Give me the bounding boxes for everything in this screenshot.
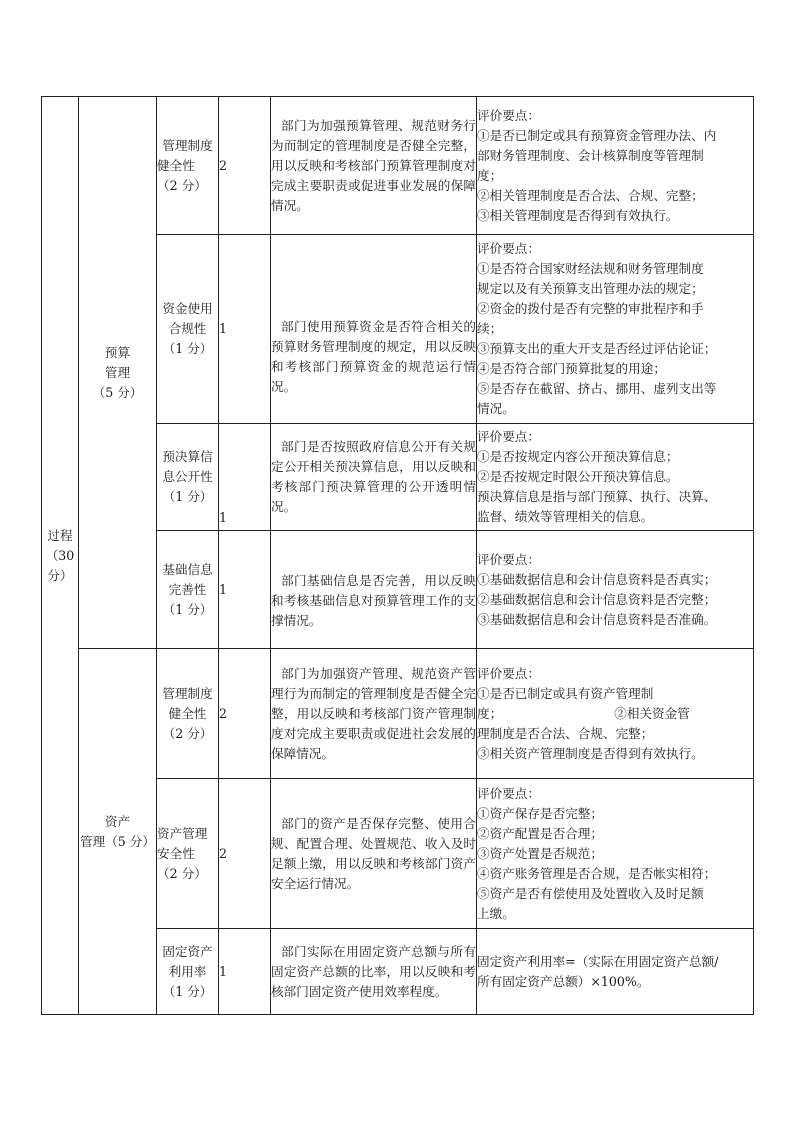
level2-indicator-cell bbox=[79, 649, 157, 1015]
criteria-line: ③相关资产管理制度是否得到有效执行。 bbox=[477, 745, 704, 761]
table-row bbox=[42, 97, 754, 235]
score-cell: 2 bbox=[219, 779, 271, 929]
criteria-line: ②相关管理制度是否合法、合规、完整； bbox=[477, 187, 704, 203]
indicator-line: 息公开性 bbox=[162, 469, 213, 484]
criteria-line: ②资产配置是否合理； bbox=[477, 825, 603, 841]
indicator-line: 资金使用 bbox=[162, 301, 213, 316]
level1-indicator-cell bbox=[42, 97, 79, 1015]
criteria-line: ③资产处置是否规范； bbox=[477, 845, 603, 861]
level2-indicator-cell bbox=[79, 97, 157, 649]
description-cell: 部门的资产是否保存完整、使用合规、配置合理、处置规范、收入及时足额上缴，用以反映和考核部门资产安全运行情况。 bbox=[271, 779, 477, 929]
level3-indicator-cell bbox=[157, 531, 219, 649]
indicator-line: 基础信息 bbox=[162, 561, 213, 577]
level2-line: 预算 bbox=[104, 344, 131, 360]
table-row bbox=[42, 649, 754, 779]
criteria-line: 度； ②相关资金管 bbox=[477, 705, 690, 721]
criteria-cell bbox=[477, 531, 754, 649]
level2-line: 管理 bbox=[104, 364, 131, 380]
criteria-line: 评价要点： bbox=[477, 665, 540, 681]
indicator-line: （2 分） bbox=[162, 725, 213, 741]
indicator-line: 利用率 bbox=[168, 963, 207, 979]
indicator-line: 管理制度 bbox=[162, 137, 213, 153]
level3-indicator-cell bbox=[157, 649, 219, 779]
indicator-line: （1 分） bbox=[162, 601, 213, 617]
criteria-cell bbox=[477, 424, 754, 531]
description-cell: 部门实际在用固定资产总额与所有固定资产总额的比率，用以反映和考核部门固定资产使用效率程度。 bbox=[271, 929, 477, 1015]
indicator-line: 合规性 bbox=[168, 321, 207, 336]
indicator-line: 完善性 bbox=[168, 581, 207, 597]
description-cell: 部门为加强预算管理、规范财务行为而制定的管理制度是否健全完整，用以反映和考核部门预算管理制度对完成主要职责或促进事业发展的保障情况。 bbox=[271, 97, 477, 235]
level3-indicator-cell bbox=[157, 779, 219, 929]
level2-line: 管理（5 分） bbox=[80, 833, 155, 849]
criteria-line: ④是否符合部门预算批复的用途； bbox=[477, 361, 666, 376]
level2-line: 资产 bbox=[104, 813, 131, 829]
indicator-line: （1 分） bbox=[162, 983, 213, 999]
criteria-line: ⑤资产是否有偿使用及处置收入及时足额 bbox=[477, 885, 704, 901]
description-cell: 部门为加强资产管理、规范资产管理行为而制定的管理制度是否健全完整，用以反映和考核部门资产管理制度对完成主要职责或促进社会发展的保障情况。 bbox=[271, 649, 477, 779]
indicator-line: （1 分） bbox=[162, 489, 213, 504]
evaluation-indicator-table bbox=[41, 96, 754, 1015]
indicator-line: （2 分） bbox=[157, 177, 207, 193]
indicator-line: 管理制度 bbox=[162, 685, 213, 701]
criteria-cell bbox=[477, 649, 754, 779]
criteria-line: 评价要点： bbox=[477, 429, 540, 444]
criteria-line: 评价要点： bbox=[477, 107, 540, 123]
criteria-line: 上缴。 bbox=[477, 905, 515, 921]
criteria-line: ①是否按规定内容公开预决算信息； bbox=[477, 449, 679, 464]
description-cell: 部门使用预算资金是否符合相关的预算财务管理制度的规定，用以反映和考核部门预算资金的规范运行情况。 bbox=[271, 235, 477, 424]
criteria-cell bbox=[477, 97, 754, 235]
score-cell: 1 bbox=[219, 531, 271, 649]
indicator-line: 健全性 bbox=[157, 157, 195, 173]
criteria-cell bbox=[477, 779, 754, 929]
level1-line: 过程 bbox=[47, 527, 73, 543]
indicator-line: 固定资产 bbox=[162, 943, 213, 959]
criteria-line: ①基础数据信息和会计信息资料是否真实； bbox=[477, 571, 717, 587]
criteria-line: 评价要点： bbox=[477, 785, 540, 801]
level1-line: 分） bbox=[47, 567, 73, 583]
level1-line: （30 bbox=[45, 547, 75, 563]
criteria-line: 情况。 bbox=[477, 401, 515, 416]
criteria-line: ③预算支出的重大开支是否经过评估论证； bbox=[477, 341, 717, 356]
criteria-line: 评价要点： bbox=[477, 551, 540, 567]
criteria-line: 监督、绩效等管理相关的信息。 bbox=[477, 509, 654, 524]
level3-indicator-cell bbox=[157, 929, 219, 1015]
level3-indicator-cell bbox=[157, 235, 219, 424]
criteria-line: ②基础数据信息和会计信息资料是否完整； bbox=[477, 591, 717, 607]
criteria-line: 评价要点： bbox=[477, 241, 540, 256]
level3-indicator-cell bbox=[157, 97, 219, 235]
indicator-line: （2 分） bbox=[157, 865, 207, 881]
criteria-line: 所有固定资产总额）×100%。 bbox=[477, 973, 650, 989]
criteria-line: ①资产保存是否完整； bbox=[477, 805, 603, 821]
criteria-line: ①是否符合国家财经法规和财务管理制度 bbox=[477, 261, 704, 276]
indicator-line: 资产管理 bbox=[157, 825, 208, 841]
score-cell: 2 bbox=[219, 649, 271, 779]
criteria-line: 续； bbox=[477, 321, 503, 336]
criteria-cell bbox=[477, 235, 754, 424]
criteria-line: ①是否已制定或具有预算资金管理办法、内 bbox=[477, 127, 717, 143]
indicator-line: 预决算信 bbox=[162, 449, 213, 464]
criteria-line: 预决算信息是指与部门预算、执行、决算、 bbox=[477, 489, 717, 504]
criteria-line: ②是否按规定时限公开预决算信息。 bbox=[477, 469, 679, 484]
criteria-line: 规定以及有关预算支出管理办法的规定； bbox=[477, 281, 704, 296]
criteria-line: ③相关管理制度是否得到有效执行。 bbox=[477, 207, 679, 223]
criteria-line: ①是否已制定或具有资产管理制 bbox=[477, 685, 654, 701]
criteria-line: 部财务管理制度、会计核算制度等管理制 bbox=[477, 147, 704, 163]
description-cell: 部门是否按照政府信息公开有关规定公开相关预决算信息，用以反映和考核部门预决算管理的公开透明情况。 bbox=[271, 424, 477, 531]
criteria-line: ③基础数据信息和会计信息资料是否准确。 bbox=[477, 611, 717, 627]
criteria-cell bbox=[477, 929, 754, 1015]
score-cell: 1 bbox=[219, 929, 271, 1015]
criteria-line: 度； bbox=[477, 167, 503, 183]
criteria-line: ⑤是否存在截留、挤占、挪用、虚列支出等 bbox=[477, 381, 717, 396]
description-cell: 部门基础信息是否完善，用以反映和考核基础信息对预算管理工作的支撑情况。 bbox=[271, 531, 477, 649]
indicator-line: 健全性 bbox=[168, 705, 207, 721]
score-cell: 2 bbox=[219, 97, 271, 235]
criteria-line: ②资金的拨付是否有完整的审批程序和手 bbox=[477, 301, 704, 316]
level3-indicator-cell bbox=[157, 424, 219, 531]
indicator-line: 安全性 bbox=[157, 845, 195, 861]
criteria-line: ④资产账务管理是否合规，是否帐实相符； bbox=[477, 865, 717, 881]
level2-line: （5 分） bbox=[92, 384, 143, 400]
score-cell: 1 bbox=[219, 424, 271, 531]
indicator-line: （1 分） bbox=[162, 341, 213, 356]
criteria-line: 理制度是否合法、合规、完整； bbox=[477, 725, 654, 741]
criteria-line: 固定资产利用率=（实际在用固定资产总额/ bbox=[477, 953, 719, 969]
score-cell: 1 bbox=[219, 235, 271, 424]
